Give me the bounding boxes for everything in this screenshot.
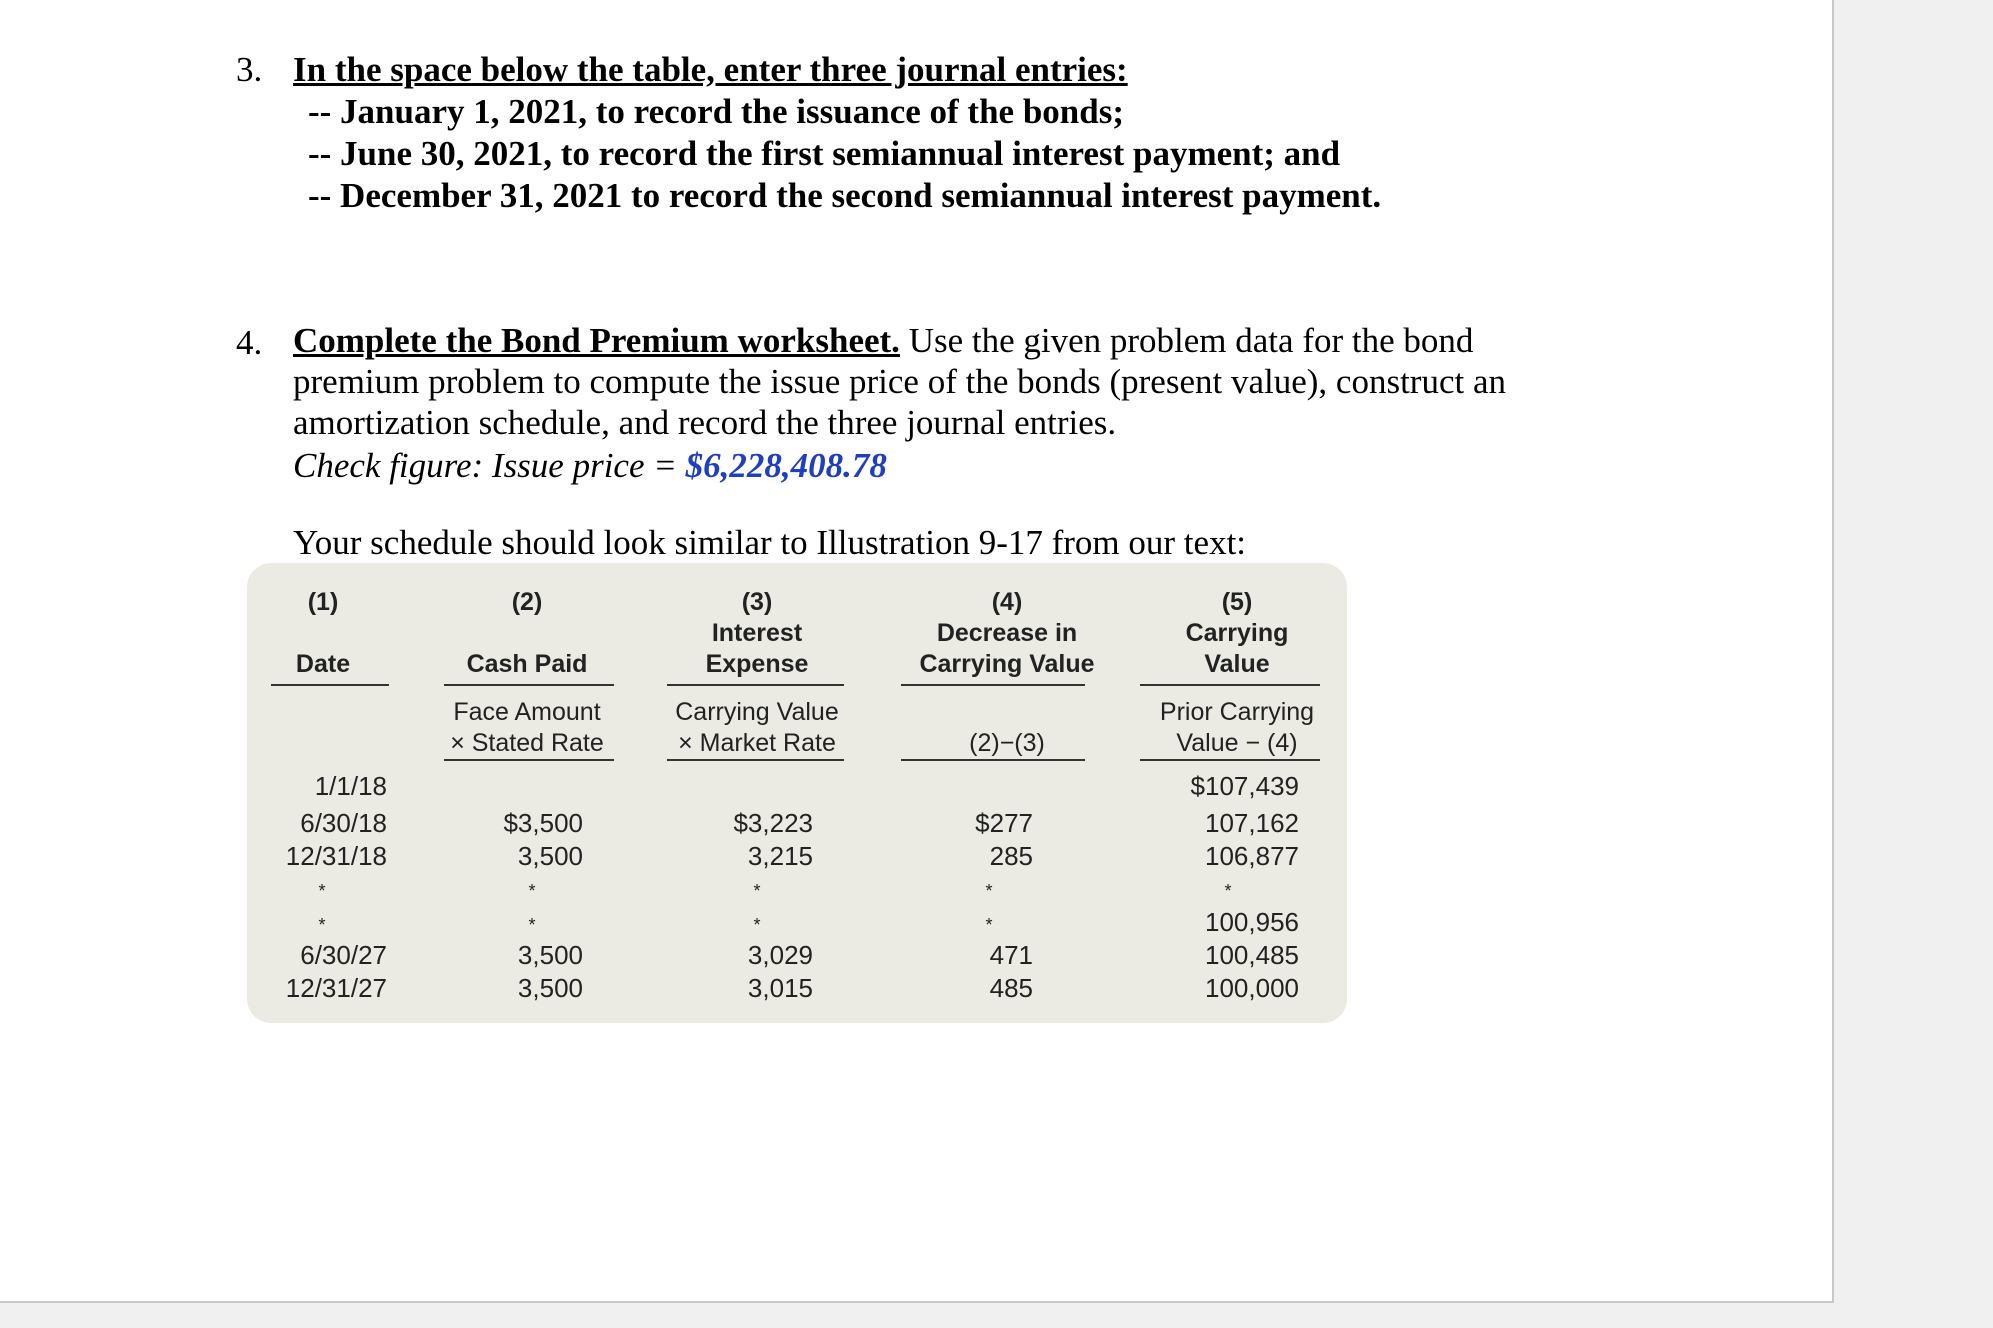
header-rule-5	[1140, 684, 1320, 686]
ellipsis-mark: *	[985, 881, 993, 901]
row2-cash: $3,500	[503, 808, 583, 838]
check-figure	[293, 446, 887, 486]
formula-cash-1: Face Amount	[453, 698, 601, 726]
item-4-line-3: amortization schedule, and record the three journal entries.	[293, 403, 1117, 442]
col-number-4: (4)	[991, 588, 1023, 616]
row2-date: 6/30/18	[300, 808, 387, 838]
col-title-interest-2: Expense	[705, 650, 809, 678]
row4-carrying: 100,485	[1205, 940, 1299, 970]
col-number-1: (1)	[307, 588, 339, 616]
header-rule-1	[271, 684, 389, 686]
col-title-date: Date	[295, 650, 351, 678]
formula-carrying-1: Prior Carrying	[1159, 698, 1315, 726]
ellipsis-mark: *	[1224, 881, 1232, 901]
row2-decrease: $277	[975, 808, 1033, 838]
ellipsis-mark: *	[528, 881, 536, 901]
item-4-line-1	[293, 320, 1473, 361]
item-4-number: 4.	[236, 323, 263, 362]
row4-cash: 3,500	[517, 940, 583, 970]
ellipsis-mark: *	[985, 915, 993, 935]
formula-rule-5	[1140, 759, 1320, 761]
header-rule-4	[901, 684, 1085, 686]
ellipsis-mark: *	[318, 915, 326, 935]
row5-decrease: 485	[989, 973, 1033, 1003]
formula-carrying-2: Value − (4)	[1176, 729, 1298, 757]
row5-date: 12/31/27	[285, 973, 387, 1003]
row3-cash: 3,500	[517, 841, 583, 871]
col-title-decrease-1: Decrease in	[936, 619, 1078, 647]
row1-carrying: $107,439	[1190, 771, 1299, 801]
item-3-number: 3.	[236, 50, 263, 89]
formula-decrease: (2)−(3)	[969, 729, 1045, 757]
col-number-5: (5)	[1221, 588, 1253, 616]
schedule-note: Your schedule should look similar to Illustration 9-17 from our text:	[293, 523, 1247, 562]
formula-rule-4	[901, 759, 1085, 761]
item-4-heading: Complete the Bond Premium worksheet.	[293, 321, 900, 360]
item-4-line-1-rest: Use the given problem data for the bond	[899, 321, 1474, 360]
ellipsis-mark: *	[528, 915, 536, 935]
item-3-bullet-1: -- January 1, 2021, to record the issuance of the bonds;	[308, 92, 1125, 131]
item-3-bullet-3: -- December 31, 2021 to record the second semiannual interest payment.	[308, 176, 1382, 215]
amortization-illustration	[247, 563, 1347, 1023]
col-title-interest-1: Interest	[711, 619, 803, 647]
ellipsis-mark: *	[753, 915, 761, 935]
ellipsis-mark: *	[753, 881, 761, 901]
row2-interest: $3,223	[733, 808, 813, 838]
row3-decrease: 285	[989, 841, 1033, 871]
formula-interest-2: × Market Rate	[678, 729, 836, 757]
check-figure-value: $6,228,408.78	[685, 446, 887, 485]
header-rule-2	[444, 684, 614, 686]
row3-date: 12/31/18	[285, 841, 387, 871]
col-number-3: (3)	[741, 588, 773, 616]
item-3-heading: In the space below the table, enter three journal entries:	[293, 50, 1128, 89]
row4-decrease: 471	[989, 940, 1033, 970]
row5-carrying: 100,000	[1205, 973, 1299, 1003]
formula-interest-1: Carrying Value	[675, 698, 839, 726]
col-title-carrying-1: Carrying	[1185, 619, 1289, 647]
item-4-line-2: premium problem to compute the issue price of the bonds (present value), construct an	[293, 362, 1506, 401]
row4-date: 6/30/27	[300, 940, 387, 970]
header-rule-3	[667, 684, 844, 686]
window-gutter	[1834, 0, 1993, 1328]
col-title-carrying-2: Value	[1204, 650, 1270, 678]
row5-interest: 3,015	[747, 973, 813, 1003]
item-3-bullet-2: -- June 30, 2021, to record the first semiannual interest payment; and	[308, 134, 1341, 173]
ellipsis-mark: *	[318, 881, 326, 901]
row2-carrying: 107,162	[1205, 808, 1299, 838]
check-figure-label: Check figure: Issue price =	[293, 446, 686, 485]
gap-carrying: 100,956	[1205, 907, 1299, 937]
row3-carrying: 106,877	[1205, 841, 1299, 871]
row5-cash: 3,500	[517, 973, 583, 1003]
col-number-2: (2)	[511, 588, 543, 616]
col-title-cash-paid: Cash Paid	[466, 650, 588, 678]
row3-interest: 3,215	[747, 841, 813, 871]
row4-interest: 3,029	[747, 940, 813, 970]
row1-date: 1/1/18	[314, 771, 387, 801]
formula-rule-2	[444, 759, 614, 761]
formula-cash-2: × Stated Rate	[450, 729, 604, 757]
formula-rule-3	[667, 759, 844, 761]
col-title-decrease-2: Carrying Value	[919, 650, 1095, 678]
